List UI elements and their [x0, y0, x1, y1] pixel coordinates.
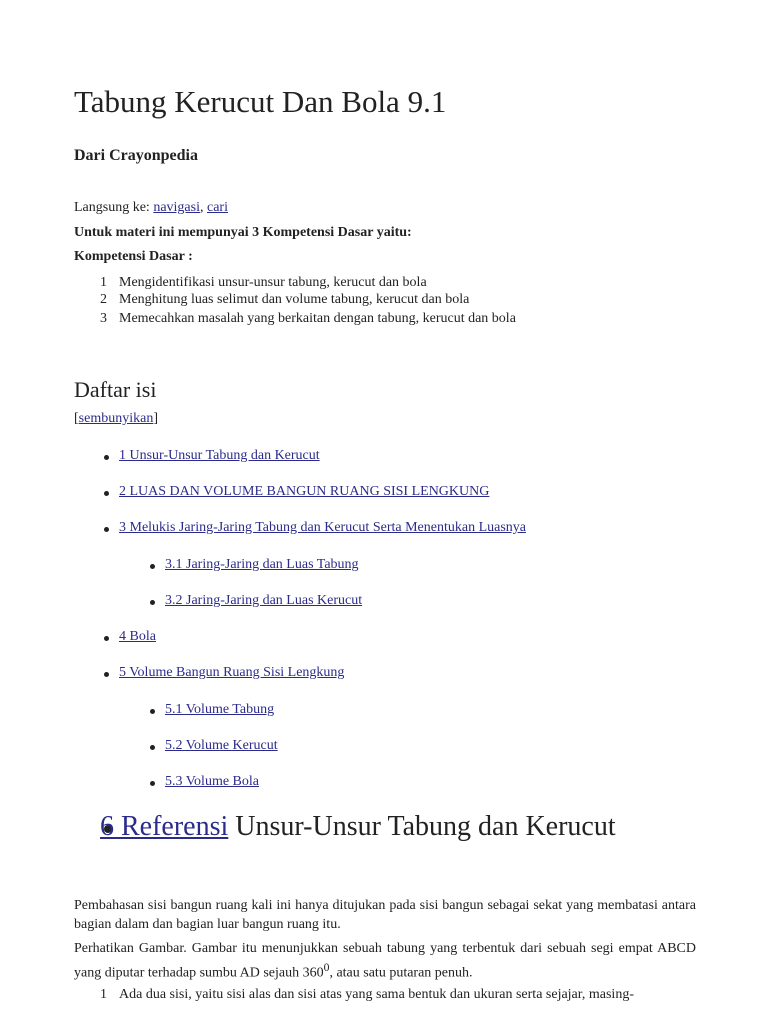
bullet-icon [150, 781, 155, 786]
toc-toggle [74, 411, 158, 427]
kd-item: Menghitung luas selimut dan volume tabung, kerucut dan bola [119, 292, 470, 307]
bracket: ] [153, 411, 158, 426]
list-item: Ada dua sisi, yaitu sisi alas dan sisi atas yang sama bentuk dan ukuran serta sejajar, masing- [119, 987, 634, 1002]
toc-link[interactable]: 3.2 Jaring-Jaring dan Luas Kerucut [165, 593, 363, 608]
bullet-icon [104, 455, 109, 460]
kd-item: Mengidentifikasi unsur-unsur tabung, kerucut dan bola [119, 275, 427, 290]
kd-item: Memecahkan masalah yang berkaitan dengan tabung, kerucut dan bola [119, 311, 516, 326]
bracket: [ [74, 411, 79, 426]
toc-link[interactable]: 1 Unsur-Unsur Tabung dan Kerucut [119, 448, 320, 463]
text: , atau satu putaran penuh. [329, 965, 473, 981]
kd-number: 3 [100, 311, 107, 326]
toc-link[interactable]: 3 Melukis Jaring-Jaring Tabung dan Kerucut Serta Menentukan Luasnya [119, 520, 526, 535]
section-heading [100, 810, 660, 844]
toc-link[interactable]: 5.2 Volume Kerucut [165, 738, 278, 753]
kd-label: Kompetensi Dasar : [74, 249, 193, 264]
toc-link[interactable]: 5.3 Volume Bola [165, 774, 259, 789]
bullet-icon [150, 600, 155, 605]
kd-number: 1 [100, 275, 107, 290]
page-title: Tabung Kerucut Dan Bola 9.1 [74, 84, 447, 119]
separator: , [199, 200, 204, 215]
toc-link[interactable]: 2 LUAS DAN VOLUME BANGUN RUANG SISI LENGKUNG [119, 484, 490, 499]
toc-link[interactable]: 4 Bola [119, 629, 156, 644]
hide-toc-link[interactable]: sembunyikan [78, 411, 154, 426]
bullet-icon [104, 527, 109, 532]
intro-text: Untuk materi ini mempunyai 3 Kompetensi Dasar yaitu: [74, 225, 412, 240]
kd-number: 2 [100, 292, 107, 307]
bullet-icon [104, 636, 109, 641]
bullet-icon [150, 709, 155, 714]
text: Perhatikan Gambar. Gambar itu menunjukkan sebuah tabung yang terbentuk dari sebuah segi empat ABCD yang diputar terhadap sumbu AD sejauh 360 [74, 941, 696, 981]
superscript: 0 [323, 961, 330, 974]
toc-link[interactable]: 5.1 Volume Tabung [165, 702, 275, 717]
toc-link[interactable]: 5 Volume Bangun Ruang Sisi Lengkung [119, 665, 345, 680]
bullet-icon [150, 745, 155, 750]
toc-title: Daftar isi [74, 377, 157, 402]
paragraph [74, 939, 696, 983]
nav-link[interactable]: navigasi [153, 200, 200, 215]
toc-link-referensi[interactable]: 6 Referensi [100, 811, 229, 842]
bullet-icon [150, 564, 155, 569]
jump-links [74, 200, 228, 216]
jump-label: Langsung ke: [74, 200, 150, 215]
list-number: 1 [100, 987, 107, 1002]
bullet-icon [104, 672, 109, 677]
toc-link[interactable]: 3.1 Jaring-Jaring dan Luas Tabung [165, 557, 359, 572]
search-link[interactable]: cari [206, 200, 228, 215]
bullet-icon [104, 491, 109, 496]
heading-text: Unsur-Unsur Tabung dan Kerucut [235, 811, 616, 842]
paragraph: Pembahasan sisi bangun ruang kali ini hanya ditujukan pada sisi bangun sebagai sekat yang membatasi antara bagian dalam dan bagian luar bangun ruang itu. [74, 898, 696, 932]
subtitle: Dari Crayonpedia [74, 147, 198, 164]
